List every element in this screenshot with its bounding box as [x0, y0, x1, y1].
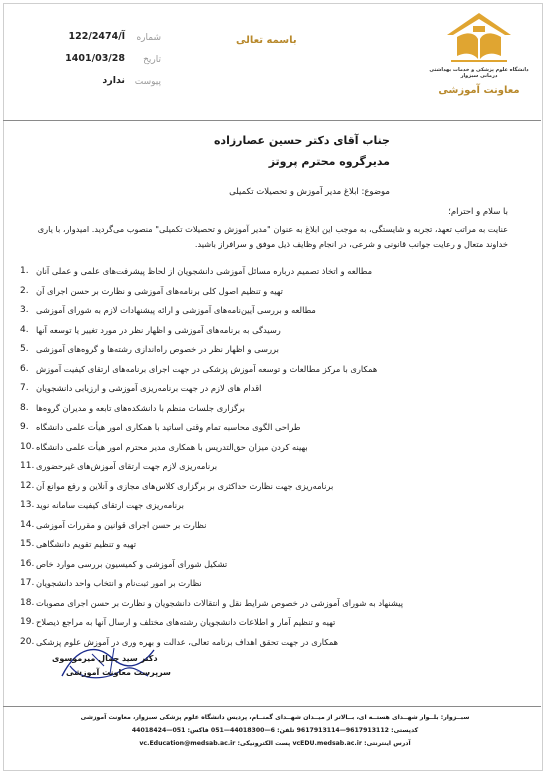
- item-text: برگزاری جلسات منظم با دانشکده‌های تابعه و مدیران گروه‌ها: [36, 402, 245, 413]
- letter-number-label: شماره: [136, 33, 161, 43]
- letter-subject: موضوع: ابلاغ مدیر آموزش و تحصیلات تکمیلی: [229, 187, 390, 197]
- item-number: 4.: [20, 324, 29, 335]
- list-item: [20, 478, 510, 498]
- item-text: همکاری با مرکز مطالعات و توسعه آموزش پزشکی در جهت اجرای برنامه‌های ارتقای کیفیت آموزش: [36, 363, 378, 374]
- list-item: [20, 400, 510, 420]
- item-text: مطالعه و اتخاذ تصمیم درباره مسائل آموزشی دانشجویان از لحاظ پیشرفت‌های علمی و عملی آنان: [36, 266, 373, 276]
- list-item: [20, 439, 510, 459]
- letter-meta: [61, 31, 161, 97]
- item-number: 16.: [20, 558, 35, 569]
- footer-phones: کدپستی: 9617913112—9617913114 تلفن: 6—44018300—051 فاکس: 051—44018424: [131, 727, 419, 734]
- item-number: 5.: [20, 344, 29, 354]
- item-number: 12.: [20, 480, 35, 491]
- attachment-value: ندارد: [102, 75, 125, 86]
- item-text: تشکیل شورای آموزشی و کمیسیون بررسی موارد خاص: [36, 558, 228, 569]
- university-name: دانشگاه علوم پزشکی و خدمات بهداشتی درمانی سبزوار: [429, 67, 529, 79]
- letter-date-label: تاریخ: [143, 55, 161, 65]
- item-number: 20.: [20, 636, 35, 647]
- list-item: [20, 322, 510, 342]
- vice-chancellery-title: معاونت آموزشی: [438, 85, 520, 96]
- basmele-heading: باسمه تعالی: [236, 35, 297, 46]
- item-number: 13.: [20, 500, 35, 510]
- list-item: [20, 361, 510, 381]
- university-logo-icon: [443, 9, 515, 65]
- list-item: [20, 556, 510, 576]
- list-item: [20, 497, 510, 517]
- attachment-row: [61, 75, 161, 97]
- list-item: [20, 380, 510, 400]
- signatory-title: سرپرست معاونت آموزشی: [66, 668, 171, 677]
- item-text: بررسی و اظهار نظر در خصوص راه‌اندازی رشته‌ها و گروه‌های آموزشی: [36, 344, 279, 354]
- greeting: با سلام و احترام؛: [448, 207, 508, 217]
- list-item: [20, 302, 510, 322]
- item-text: برنامه‌ریزی جهت ارتقای کیفیت سامانه نوید: [36, 500, 184, 510]
- letter-date-row: [61, 53, 161, 75]
- footer-web: آدرس اینترنتی: vcEDU.medsab.ac.ir پست الکترونیکی: vc.Education@medsab.ac.ir: [139, 740, 411, 747]
- item-text: برنامه‌ریزی لازم جهت ارتقای آموزش‌های غیرحضوری: [36, 461, 218, 471]
- attachment-label: پیوست: [134, 77, 161, 87]
- item-text: رسیدگی به برنامه‌های آموزشی و اظهار نظر در مورد تغییر یا توسعه آنها: [36, 324, 281, 335]
- letter-paragraph: عنایت به مراتب تعهد، تجربه و شایستگی، به موجب این ابلاغ به عنوان "مدیر آموزش و تحصیلات تکمیلی" منصوب می‌گردید. امیدوار، با یاری خداوند متعال و رعایت جوانب قانونی و شرعی، در انجام وظایف ذیل موفق و سرافراز باشید.: [37, 224, 508, 249]
- addressee: جناب آقای دکتر حسین عصارزاده: [213, 134, 390, 147]
- letter-number-row: [61, 31, 161, 53]
- footer-divider: [3, 706, 541, 707]
- list-item: [20, 595, 510, 615]
- list-item: [20, 614, 510, 634]
- item-text: نظارت بر امور ثبت‌نام و انتخاب واحد دانشجویان: [36, 578, 202, 588]
- item-number: 15.: [20, 539, 35, 549]
- footer-address: سبــزوار: بلــوار شهــدای هستــه ای، بــالاتر از میــدان شهــدای گمنــام، پردیس دانشگاه علوم پزشکی سبزوار، معاونت آموزشی: [80, 714, 470, 721]
- university-logo-block: [427, 9, 531, 117]
- item-text: اقدام های لازم در جهت برنامه‌ریزی آموزشی و ارزیابی دانشجویان: [36, 383, 262, 393]
- item-number: 9.: [20, 422, 29, 432]
- header-divider: [3, 120, 541, 121]
- item-text: طراحی الگوی محاسبه تمام وقتی اساتید با همکاری امور هیأت علمی دانشگاه: [36, 422, 301, 432]
- item-text: پیشنهاد به شورای آموزشی در خصوص شرایط نقل و انتقالات دانشجویان و نظارت بر حسن اجرای مصوبات: [36, 597, 404, 608]
- item-text: برنامه‌ریزی جهت نظارت حداکثری بر برگزاری کلاس‌های مجازی و آنلاین و رفع موانع آن: [36, 480, 334, 491]
- item-number: 18.: [20, 597, 35, 608]
- list-item: [20, 419, 510, 439]
- addressee-role: مدیرگروه محترم پروتز: [268, 155, 390, 168]
- item-text: تهیه و تنظیم اصول کلی برنامه‌های آموزشی و نظارت بر حسن اجرای آن: [36, 285, 283, 296]
- item-number: 8.: [20, 402, 29, 413]
- item-number: 7.: [20, 383, 29, 393]
- item-number: 19.: [20, 617, 35, 627]
- item-text: همکاری در جهت تحقق اهداف برنامه تعالی، عدالت و بهره وری در آموزش علوم پزشکی: [36, 636, 338, 647]
- item-text: بهینه کردن میزان حق‌التدریس با همکاری مدیر محترم امور هیأت علمی دانشگاه: [36, 441, 308, 452]
- item-number: 10.: [20, 441, 35, 452]
- item-number: 14.: [20, 519, 35, 530]
- item-number: 6.: [20, 363, 29, 374]
- letter-number-value: 122/آ/2474: [68, 31, 125, 42]
- list-item: [20, 341, 510, 361]
- item-number: 1.: [20, 266, 29, 276]
- letter-date-value: 1401/03/28: [65, 53, 125, 64]
- item-text: نظارت بر حسن اجرای قوانین و مقررات آموزشی: [36, 519, 207, 530]
- item-number: 3.: [20, 305, 29, 315]
- list-item: [20, 458, 510, 478]
- list-item: [20, 283, 510, 303]
- duties-list: [20, 263, 510, 653]
- item-number: 11.: [20, 461, 35, 471]
- item-number: 17.: [20, 578, 35, 588]
- item-text: مطالعه و بررسی آیین‌نامه‌های آموزشی و ارائه پیشنهادات لازم به شورای آموزشی: [36, 305, 316, 315]
- item-number: 2.: [20, 285, 29, 296]
- list-item: [20, 263, 510, 283]
- list-item: [20, 575, 510, 595]
- letterhead: [3, 3, 541, 121]
- list-item: [20, 517, 510, 537]
- list-item: [20, 536, 510, 556]
- item-text: تهیه و تنظیم تقویم دانشگاهی: [36, 539, 137, 549]
- item-text: تهیه و تنظیم آمار و اطلاعات دانشجویان رشته‌های مختلف و ارسال آنها به مراجع ذیصلاح: [36, 617, 336, 627]
- signatory-name: دکتر سید جمال میرموسوی: [52, 654, 158, 663]
